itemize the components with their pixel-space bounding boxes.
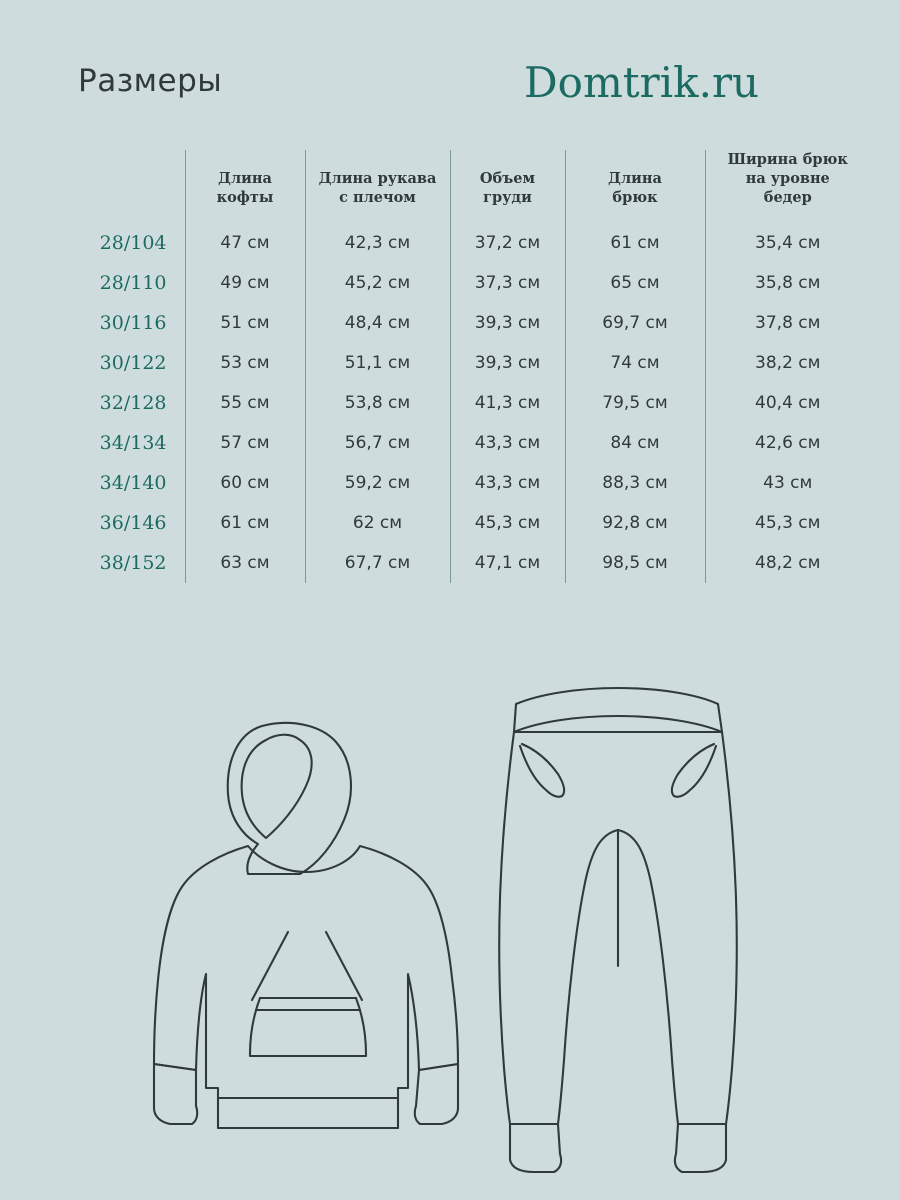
cell-chest: 45,3 см bbox=[450, 503, 565, 543]
cell-pants_width_hip: 37,8 см bbox=[705, 303, 870, 343]
cell-pants_length: 65 см bbox=[565, 263, 705, 303]
cell-pants_length: 79,5 см bbox=[565, 383, 705, 423]
cell-chest: 37,3 см bbox=[450, 263, 565, 303]
cell-size: 30/122 bbox=[99, 352, 167, 375]
column-header-line: Ширина брюк bbox=[727, 151, 848, 168]
cell-pants_length: 69,7 см bbox=[565, 303, 705, 343]
table-row bbox=[40, 423, 870, 463]
size-table bbox=[40, 150, 870, 583]
cell-chest: 39,3 см bbox=[450, 303, 565, 343]
cell-pants_width_hip: 48,2 см bbox=[705, 543, 870, 583]
column-header-line: Объем bbox=[479, 170, 536, 188]
table-row bbox=[40, 543, 870, 583]
cell-chest: 41,3 см bbox=[450, 383, 565, 423]
page-header bbox=[0, 0, 900, 148]
cell-jacket_length: 49 см bbox=[185, 263, 305, 303]
size-table-head bbox=[40, 150, 870, 223]
column-header-line: на уровне bbox=[745, 170, 830, 188]
column-header-size bbox=[40, 150, 185, 223]
column-header-line: Длина bbox=[608, 170, 662, 188]
column-header-line: с плечом bbox=[339, 189, 416, 207]
table-header-row bbox=[40, 150, 870, 223]
cell-sleeve_length: 62 см bbox=[305, 503, 450, 543]
cell-size: 30/116 bbox=[99, 312, 167, 335]
cell-sleeve_length: 53,8 см bbox=[305, 383, 450, 423]
cell-pants_width_hip: 38,2 см bbox=[705, 343, 870, 383]
cell-sleeve_length: 56,7 см bbox=[305, 423, 450, 463]
cell-size: 32/128 bbox=[99, 392, 167, 415]
cell-size: 36/146 bbox=[99, 512, 167, 535]
column-header-pants-length bbox=[565, 150, 705, 223]
brand-logo-text: Domtrik.ru bbox=[524, 58, 760, 107]
cell-jacket_length: 55 см bbox=[185, 383, 305, 423]
cell-sleeve_length: 67,7 см bbox=[305, 543, 450, 583]
table-row bbox=[40, 303, 870, 343]
cell-jacket_length: 51 см bbox=[185, 303, 305, 343]
column-header-chest bbox=[450, 150, 565, 223]
cell-sleeve_length: 42,3 см bbox=[305, 223, 450, 263]
size-table-wrapper bbox=[0, 150, 900, 583]
cell-chest: 39,3 см bbox=[450, 343, 565, 383]
cell-chest: 47,1 см bbox=[450, 543, 565, 583]
cell-jacket_length: 60 см bbox=[185, 463, 305, 503]
column-header-line: бедер bbox=[763, 189, 812, 207]
cell-size: 34/140 bbox=[99, 472, 167, 495]
sweatpants-drawing bbox=[499, 688, 737, 1172]
cell-chest: 43,3 см bbox=[450, 423, 565, 463]
table-row bbox=[40, 263, 870, 303]
cell-pants_width_hip: 42,6 см bbox=[705, 423, 870, 463]
cell-chest: 37,2 см bbox=[450, 223, 565, 263]
cell-pants_width_hip: 43 см bbox=[705, 463, 870, 503]
size-table-body bbox=[40, 223, 870, 583]
column-header-line: Длина рукава bbox=[318, 170, 437, 188]
cell-size: 38/152 bbox=[99, 552, 167, 575]
cell-jacket_length: 63 см bbox=[185, 543, 305, 583]
cell-pants_width_hip: 35,4 см bbox=[705, 223, 870, 263]
column-header-sleeve-length bbox=[305, 150, 450, 223]
cell-pants_length: 88,3 см bbox=[565, 463, 705, 503]
cell-pants_width_hip: 35,8 см bbox=[705, 263, 870, 303]
table-row bbox=[40, 503, 870, 543]
cell-pants_width_hip: 40,4 см bbox=[705, 383, 870, 423]
cell-pants_length: 61 см bbox=[565, 223, 705, 263]
column-header-pants-width-hip bbox=[705, 150, 870, 223]
cell-pants_length: 74 см bbox=[565, 343, 705, 383]
cell-jacket_length: 47 см bbox=[185, 223, 305, 263]
cell-jacket_length: 57 см bbox=[185, 423, 305, 463]
cell-pants_length: 98,5 см bbox=[565, 543, 705, 583]
cell-size: 28/110 bbox=[99, 272, 167, 295]
column-header-line: груди bbox=[483, 189, 532, 207]
cell-pants_width_hip: 45,3 см bbox=[705, 503, 870, 543]
cell-pants_length: 92,8 см bbox=[565, 503, 705, 543]
column-header-line: кофты bbox=[216, 189, 274, 207]
cell-sleeve_length: 45,2 см bbox=[305, 263, 450, 303]
table-row bbox=[40, 343, 870, 383]
column-header-line: брюк bbox=[612, 189, 658, 207]
cell-sleeve_length: 59,2 см bbox=[305, 463, 450, 503]
table-row bbox=[40, 223, 870, 263]
cell-chest: 43,3 см bbox=[450, 463, 565, 503]
cell-size: 28/104 bbox=[99, 232, 167, 255]
table-row bbox=[40, 463, 870, 503]
hoodie-drawing bbox=[154, 723, 458, 1128]
cell-pants_length: 84 см bbox=[565, 423, 705, 463]
cell-size: 34/134 bbox=[99, 432, 167, 455]
cell-jacket_length: 61 см bbox=[185, 503, 305, 543]
garment-illustration bbox=[0, 668, 900, 1188]
cell-jacket_length: 53 см bbox=[185, 343, 305, 383]
cell-sleeve_length: 48,4 см bbox=[305, 303, 450, 343]
table-row bbox=[40, 383, 870, 423]
cell-sleeve_length: 51,1 см bbox=[305, 343, 450, 383]
column-header-line: Длина bbox=[218, 170, 272, 188]
page-title: Размеры bbox=[78, 63, 223, 99]
column-header-jacket-length bbox=[185, 150, 305, 223]
